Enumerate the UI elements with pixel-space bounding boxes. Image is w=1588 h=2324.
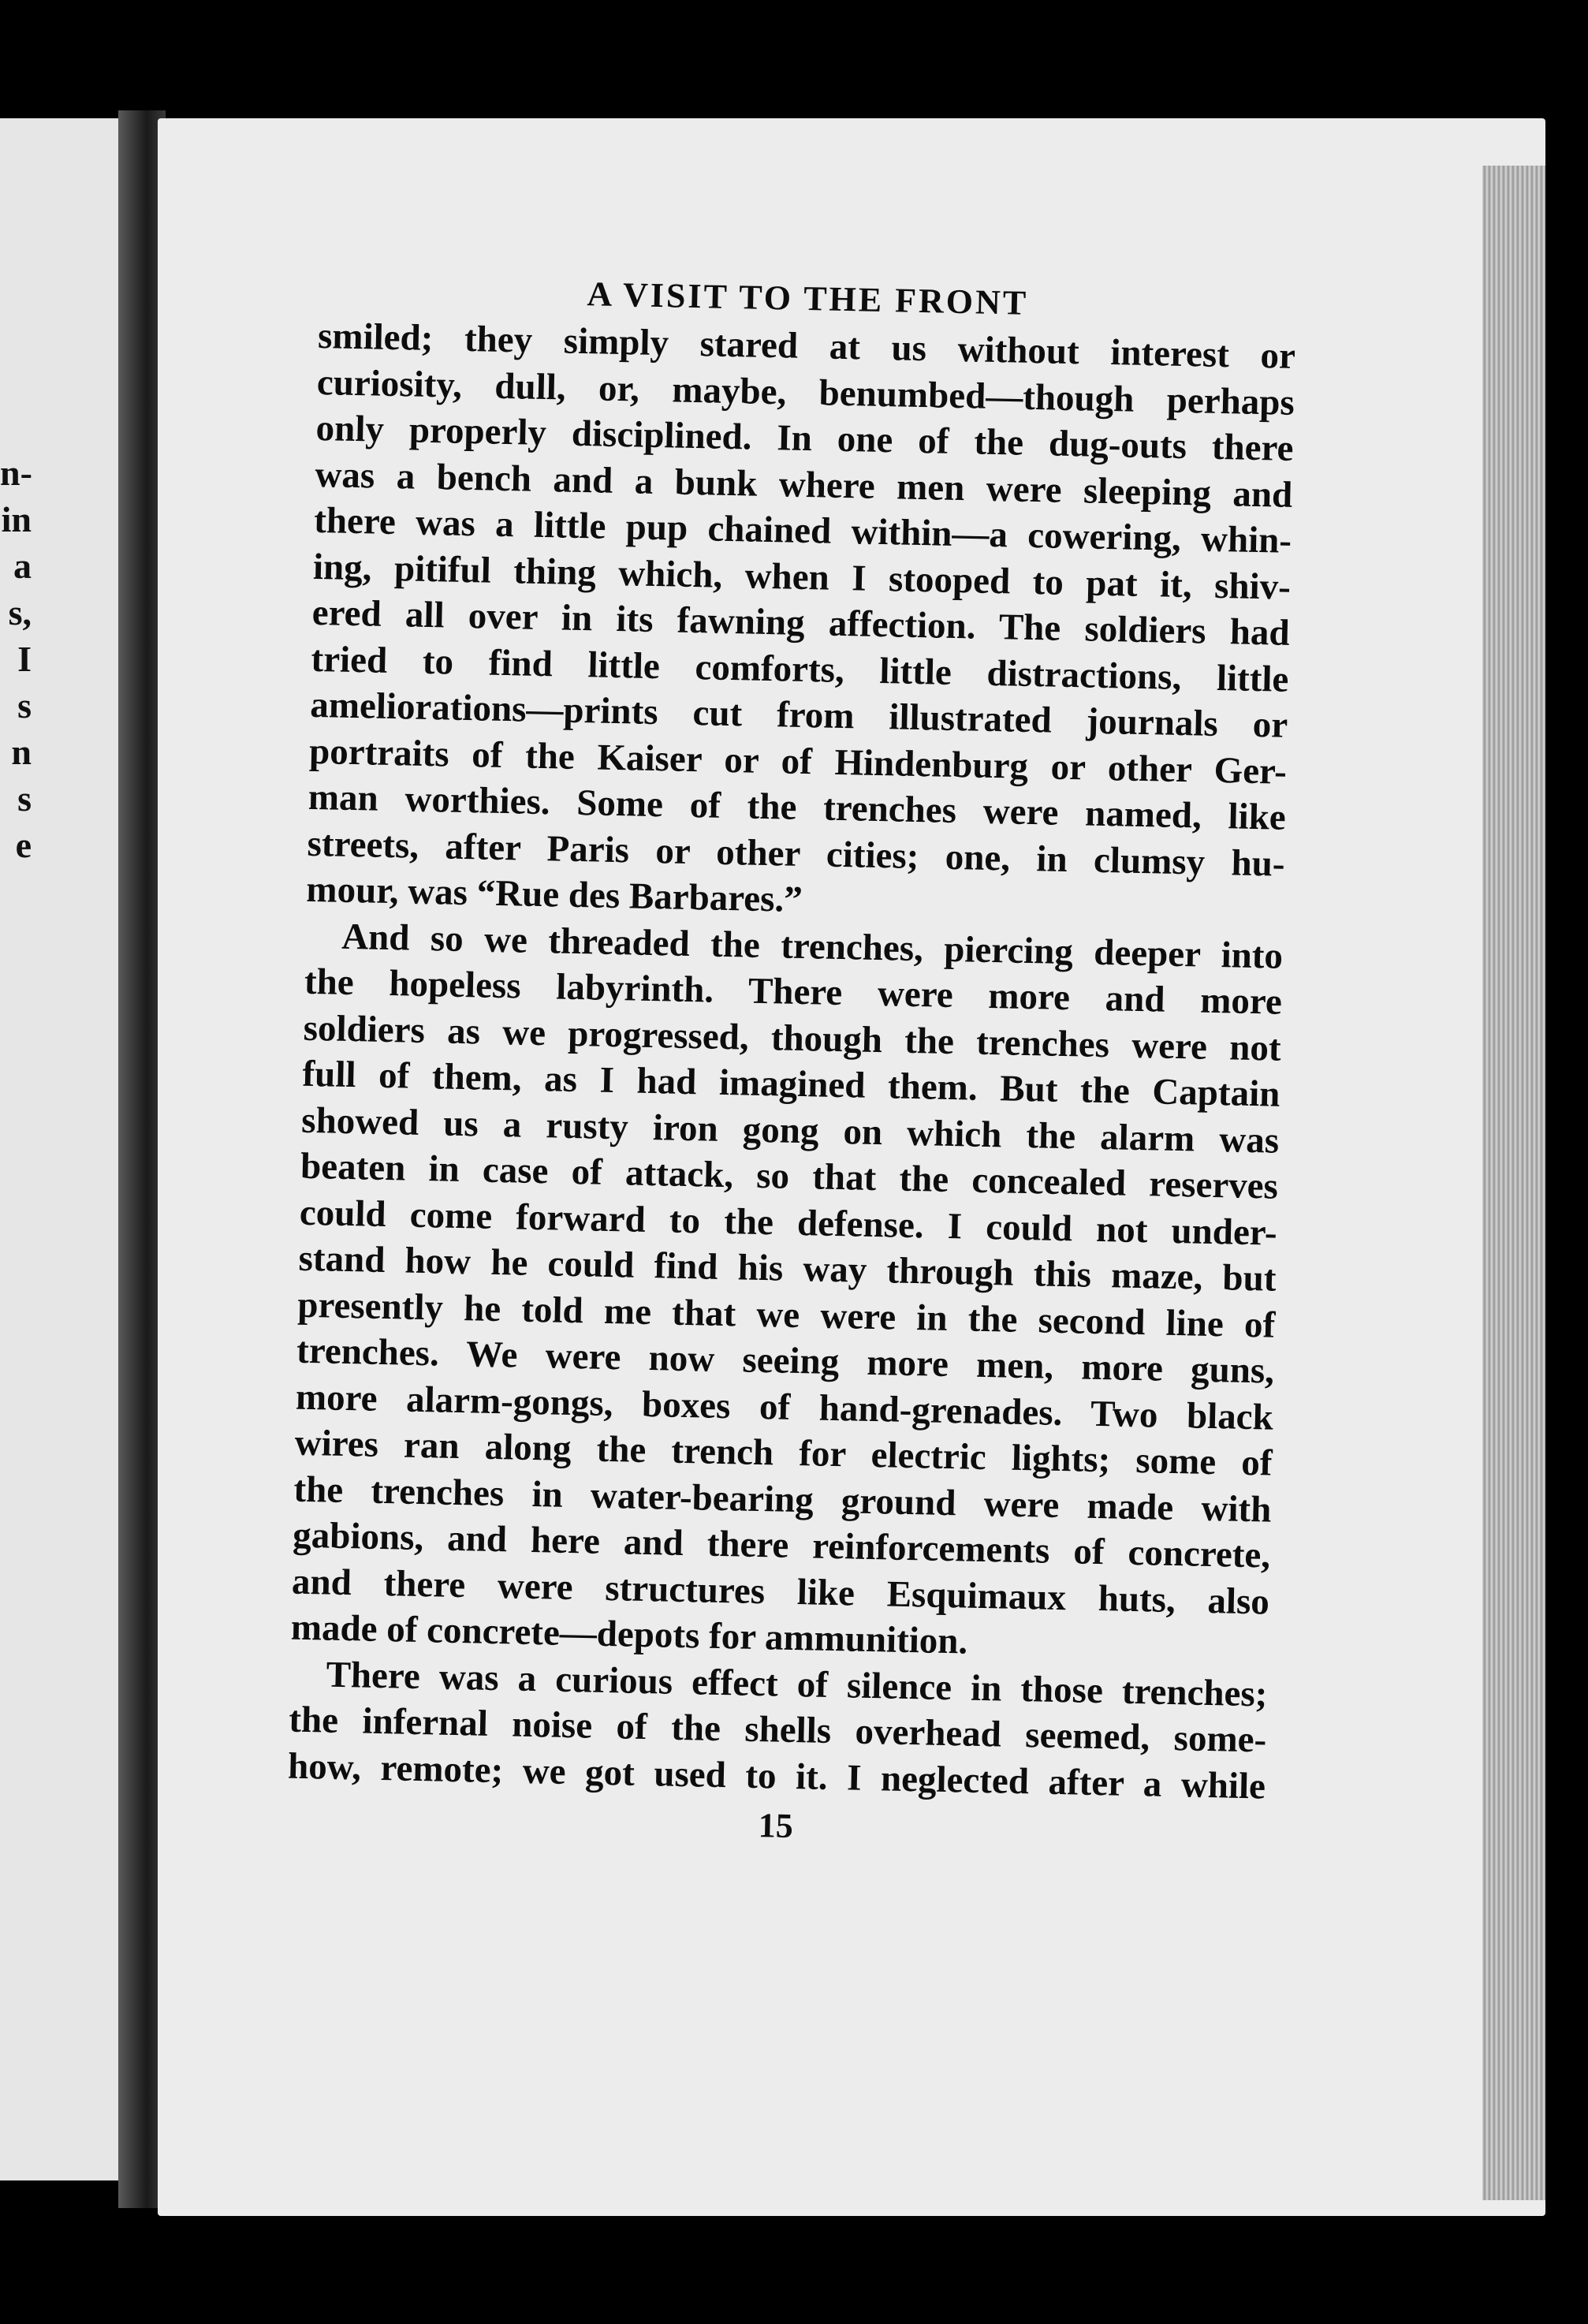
text-line: mour, was “Rue des Barbares.”: [305, 868, 803, 921]
paragraph-3: [288, 1651, 1268, 1809]
paragraph-1: [306, 313, 1296, 933]
text-line: There was a curious effect of silence in those trenches;: [326, 1654, 1268, 1715]
page-number: 15: [758, 1806, 794, 1846]
edge-fragment: a: [13, 546, 32, 586]
edge-fragment: n: [11, 732, 32, 772]
edge-fragment: s,: [8, 592, 32, 632]
previous-page-fragment: [0, 118, 118, 2180]
text-line: stand how he could find his way through this maze, but: [298, 1237, 1277, 1300]
edge-fragment: n-: [0, 453, 32, 493]
text-line: full of them, as I had imagined them. But the Captain: [302, 1053, 1280, 1115]
text-line: could come forward to the defense. I could not under-: [299, 1192, 1278, 1254]
text-line: the trenches in water-bearing ground were made with: [293, 1468, 1272, 1531]
text-line: presently he told me that we were in the second line of: [296, 1284, 1276, 1346]
text-line: ered all over in its fawning affection. The soldiers had: [311, 591, 1291, 654]
text-line: tried to find little comforts, little distractions, little: [311, 638, 1289, 700]
text-line: soldiers as we progressed, though the trenches were not: [303, 1007, 1282, 1069]
text-line: the infernal noise of the shells overhead seemed, some-: [288, 1699, 1267, 1761]
edge-fragment: s: [17, 685, 32, 726]
text-line: made of concrete—depots for ammunition.: [290, 1606, 968, 1662]
page-content: [286, 268, 1296, 1856]
text-line: was a bench and a bunk where men were sleeping and: [314, 453, 1293, 516]
text-line: the hopeless labyrinth. There were more and more: [304, 961, 1283, 1023]
previous-page-text-edge: [0, 450, 32, 868]
paragraph-2: [290, 912, 1283, 1671]
edge-fragment: e: [15, 825, 32, 865]
edge-fragment: I: [17, 639, 32, 679]
running-head: A VISIT TO THE FRONT: [587, 274, 1029, 323]
text-line: ing, pitiful thing which, when I stooped to pat it, shiv-: [312, 546, 1292, 608]
page-fore-edge: [1482, 166, 1545, 2200]
text-line: more alarm-gongs, boxes of hand-grenades. Two black: [295, 1376, 1274, 1438]
text-line: and there were structures like Esquimaux huts, also: [291, 1561, 1270, 1623]
edge-fragment: in: [1, 499, 32, 539]
text-line: only properly disciplined. In one of the dug-outs there: [315, 407, 1295, 469]
text-line: streets, after Paris or other cities; one, in clumsy hu-: [307, 823, 1285, 885]
text-line: smiled; they simply stared at us without interest or: [317, 315, 1296, 377]
text-line: ameliorations—prints cut from illustrated journals or: [309, 684, 1288, 746]
text-line: there was a little pup chained within—a cowering, whin-: [313, 499, 1292, 561]
edge-fragment: s: [17, 778, 32, 819]
text-line: trenches. We were now seeing more men, more guns,: [296, 1330, 1275, 1392]
text-line: portraits of the Kaiser or of Hindenburg or other Ger-: [308, 730, 1288, 793]
text-line: gabions, and here and there reinforcements of concrete,: [292, 1514, 1271, 1576]
text-line: wires ran along the trench for electric lights; some of: [294, 1422, 1273, 1484]
text-line: how, remote; we got used to it. I neglected after a while: [287, 1745, 1266, 1807]
text-line: man worthies. Some of the trenches were named, like: [308, 776, 1287, 838]
text-line: curiosity, dull, or, maybe, benumbed—though perhaps: [316, 361, 1295, 423]
text-line: showed us a rusty iron gong on which the alarm was: [300, 1099, 1280, 1162]
text-line: beaten in case of attack, so that the concealed reserves: [300, 1145, 1279, 1207]
text-line: And so we threaded the trenches, piercing deeper into: [341, 916, 1284, 977]
